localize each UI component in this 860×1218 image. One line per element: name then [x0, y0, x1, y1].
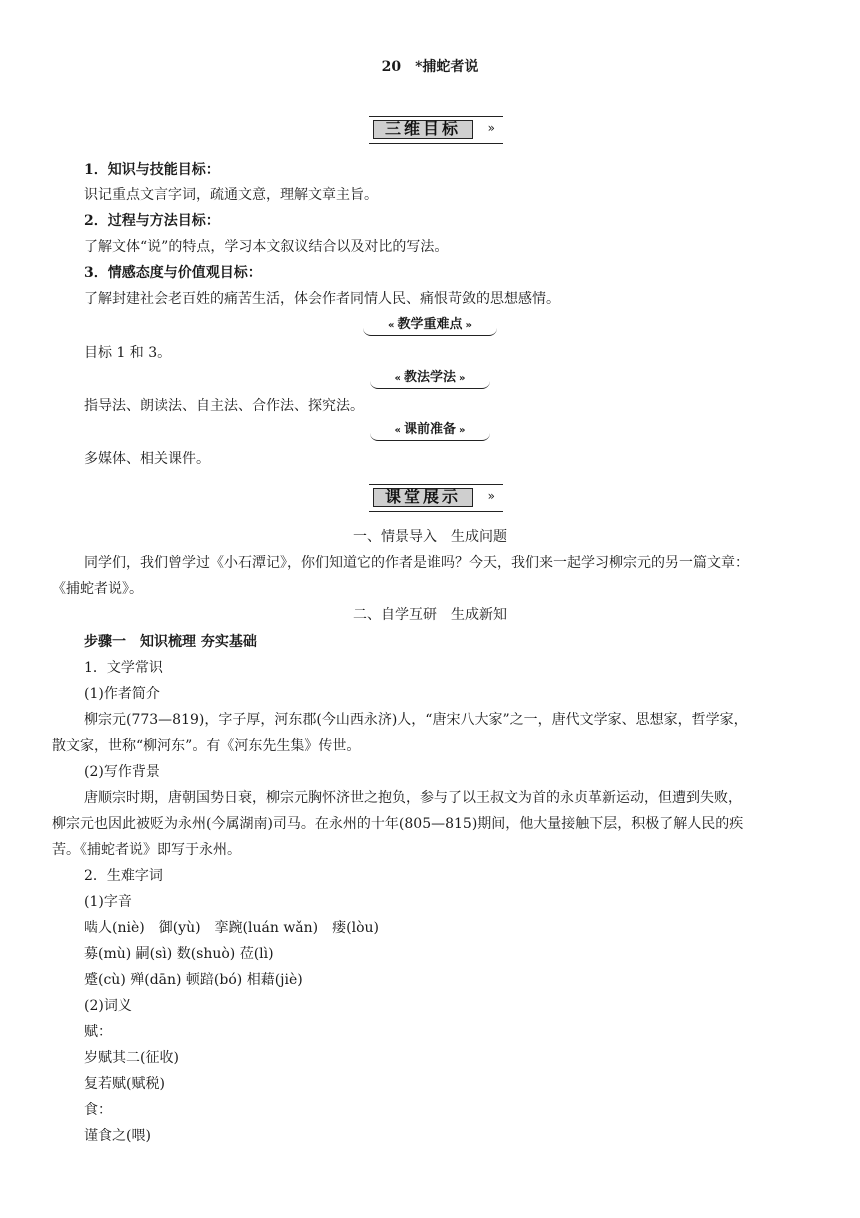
right-chevron-icon: » — [459, 373, 466, 384]
background-paragraph-line-2: 柳宗元也因此被贬为永州(今属湖南)司马。在永州的十年(805—815)期间，他大量接触下层，积极了解人民的疾 — [52, 816, 744, 832]
right-chevron-icon: » — [465, 320, 472, 331]
pronunciation-line-1: 啮人(niè) 御(yù) 挛踠(luán wǎn) 瘘(lòu) — [84, 920, 379, 936]
lesson-title — [0, 56, 860, 76]
goal-2-heading: 2．过程与方法目标： — [84, 213, 220, 229]
goal-1-body: 识记重点文言字词，疏通文意，理解文章主旨。 — [84, 187, 378, 203]
section-1-paragraph-line-2: 《捕蛇者说》。 — [52, 581, 143, 597]
left-chevron-icon: « — [394, 425, 401, 436]
pronunciation-line-2: 募(mù) 嗣(sì) 数(shuò) 莅(lì) — [84, 946, 274, 962]
pronunciation-heading: (1)字音 — [84, 894, 132, 910]
prep-body: 多媒体、相关课件。 — [84, 451, 210, 467]
fu-example-2: 复若赋(赋税) — [84, 1076, 165, 1092]
meaning-heading: (2)词义 — [84, 998, 132, 1014]
fu-example-1: 岁赋其二(征收) — [84, 1050, 179, 1066]
author-paragraph-line-2: 散文家，世称“柳河东”。有《河东先生集》传世。 — [52, 738, 361, 754]
prep-label: 课前准备 — [403, 422, 456, 437]
section-2-heading: 二、自学互研 生成新知 — [353, 607, 507, 623]
left-chevron-icon: « — [394, 373, 401, 384]
background-paragraph-line-3: 苦。《捕蛇者说》即写于永州。 — [52, 842, 241, 858]
keypoints-body: 目标 1 和 3。 — [84, 345, 172, 361]
double-arrow-icon: » — [487, 489, 495, 503]
shi-heading: 食： — [84, 1102, 112, 1118]
goal-3-body: 了解封建社会老百姓的痛苦生活，体会作者同情人民、痛恨苛敛的思想感情。 — [84, 291, 560, 307]
pronunciation-line-3: 蹙(cù) 殚(dān) 顿踣(bó) 相藉(jiè) — [84, 972, 303, 988]
left-chevron-icon: « — [388, 320, 395, 331]
goal-2-body: 了解文体“说”的特点，学习本文叙议结合以及对比的写法。 — [84, 239, 449, 255]
goal-3-heading: 3．情感态度与价值观目标： — [84, 265, 262, 281]
fu-heading: 赋： — [84, 1024, 112, 1040]
lesson-number: 20 — [381, 59, 402, 75]
author-heading: (1)作者简介 — [84, 686, 160, 702]
classroom-banner — [369, 484, 503, 512]
double-arrow-icon: » — [487, 121, 495, 135]
goal-1-heading: 1．知识与技能目标： — [84, 162, 220, 178]
classroom-banner-label: 课堂展示 — [373, 488, 473, 507]
vocab-heading: 2．生难字词 — [84, 868, 163, 884]
prep-header — [0, 421, 860, 441]
methods-label: 教法学法 — [403, 370, 456, 385]
goals-banner-label: 三维目标 — [373, 120, 473, 139]
shi-example-1: 谨食之(喂) — [84, 1128, 151, 1144]
literature-heading: 1．文学常识 — [84, 660, 163, 676]
section-1-heading: 一、情景导入 生成问题 — [353, 529, 507, 545]
methods-header — [0, 369, 860, 389]
step-1-heading: 步骤一 知识梳理 夯实基础 — [84, 634, 257, 650]
background-heading: (2)写作背景 — [84, 764, 160, 780]
section-1-paragraph-line-1: 同学们，我们曾学过《小石潭记》，你们知道它的作者是谁吗？今天，我们来一起学习柳宗元的另一篇文章： — [84, 555, 749, 571]
goals-banner — [369, 116, 503, 144]
right-chevron-icon: » — [459, 425, 466, 436]
keypoints-header — [0, 316, 860, 336]
keypoints-label: 教学重难点 — [397, 317, 463, 332]
methods-body: 指导法、朗读法、自主法、合作法、探究法。 — [84, 398, 364, 414]
author-paragraph-line-1: 柳宗元(773—819)，字子厚，河东郡(今山西永济)人，“唐宋八大家”之一，唐代文学家、思想家，哲学家， — [84, 712, 748, 728]
background-paragraph-line-1: 唐顺宗时期，唐朝国势日衰，柳宗元胸怀济世之抱负，参与了以王叔文为首的永贞革新运动，但遭到失败， — [84, 790, 742, 806]
lesson-name: *捕蛇者说 — [415, 59, 479, 75]
